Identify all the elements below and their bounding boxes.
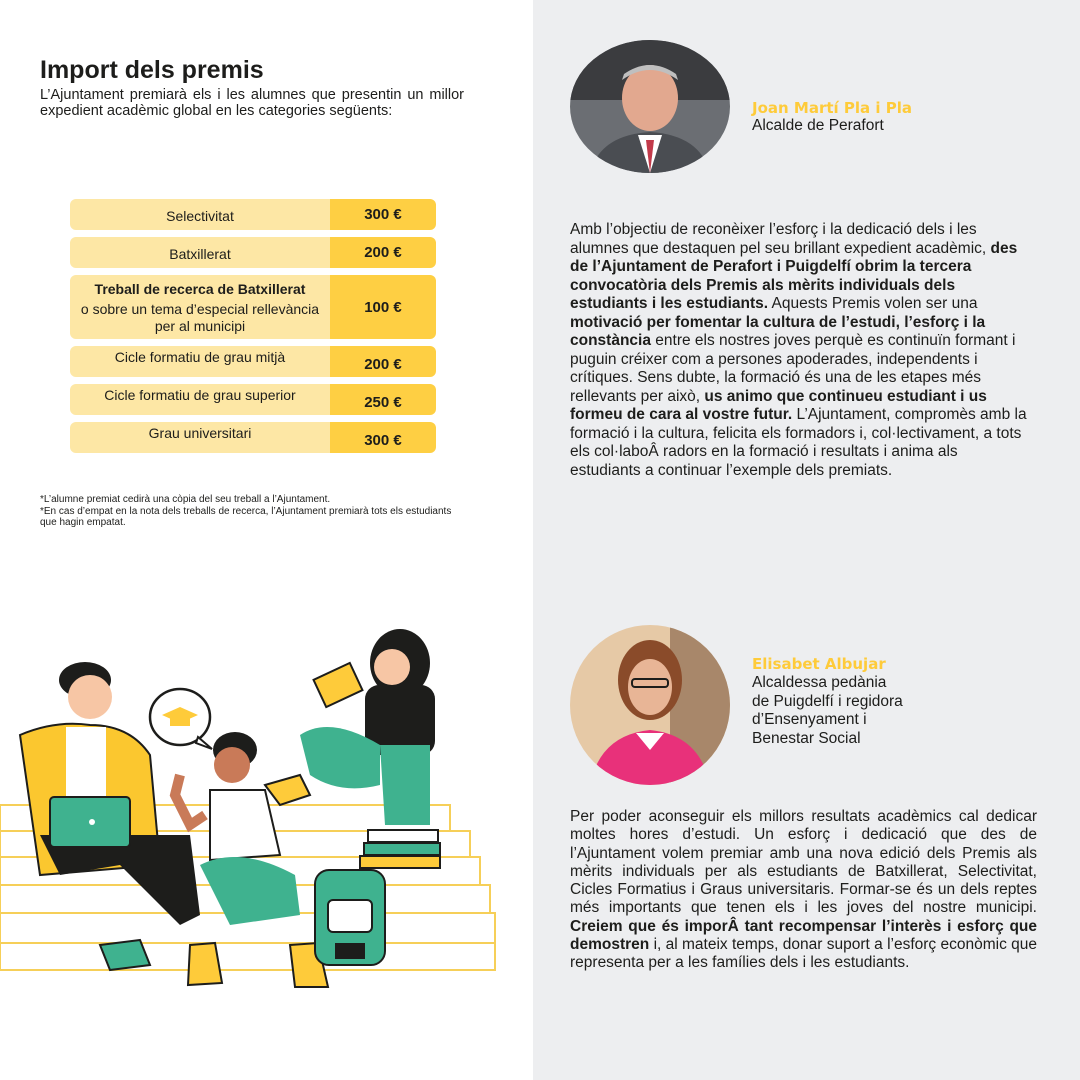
person1-role: Alcalde de Perafort: [752, 117, 884, 134]
portrait-illustration: [570, 625, 730, 785]
text-run-bold: motivació per fomentar la cultura de l’estudi, l’esforç i la constància: [570, 313, 986, 349]
prize-row: [70, 422, 436, 453]
prize-amount: 200 €: [330, 237, 436, 268]
prize-category: Cicle formatiu de grau superior: [70, 384, 330, 415]
portrait-photo-elisabet: [570, 625, 730, 785]
prize-amount: 200 €: [330, 346, 436, 377]
book-icon: [360, 830, 440, 868]
prize-row: [70, 237, 436, 268]
person2-text: [570, 808, 1037, 973]
prize-amount: 100 €: [330, 275, 436, 339]
text-run: entre els nostres joves perquè es continuïn formant i puguin créixer com a persones apoderades, independents i crítiques. Sens dubte, la formació és una de les etapes més rellevants per això,: [570, 332, 1016, 405]
person2-role: [752, 674, 903, 748]
prize-category-detail: o sobre un tema d’especial rellevància per al municipi: [80, 301, 320, 334]
prize-category: [70, 275, 330, 339]
footnotes: [40, 494, 470, 529]
text-run: Per poder aconseguir els millors resultats acadèmics cal dedicar moltes hores d’estudi. Un esforç i dedicació que des de l’Ajuntament volem premiar amb una nova edició dels Premis als mèrits individuals per als estudiants de Batxillerat, Selectivitat, Cicles Formatius i Graus universitaris. Formar-se és un dels reptes més importants que tenen els i les joves del nostre municipi.: [570, 808, 1037, 917]
prize-row: [70, 199, 436, 230]
prize-category-strong: Treball de recerca de Batxillerat: [94, 281, 306, 297]
role-line: d’Ensenyament i: [752, 711, 867, 728]
person1-text: [570, 221, 1032, 480]
prize-category: Batxillerat: [70, 237, 330, 268]
portrait-photo-joan: [570, 40, 730, 173]
text-run-bold: Creiem que és imporÂ tant recompensar l’interès i esforç que demostren: [570, 917, 1037, 954]
text-run: L’Ajuntament, compromès amb la formació i la cultura, felicita els formadors i, col·lectivament, a tots els col·laboÂ radors en la formació i resultats i anima als estudiants a continuar l’exemple dels premiats.: [570, 406, 1027, 479]
text-run: i, al mateix temps, donar suport a l’esforç econòmic que representa per a les famílies dels i les estudiants.: [570, 936, 1037, 972]
role-line: Benestar Social: [752, 729, 861, 747]
prize-table: [70, 199, 436, 460]
prize-row: [70, 275, 436, 339]
footnote: *L’alumne premiat cedirà una còpia del seu treball a l’Ajuntament.: [40, 494, 331, 505]
prize-category: Selectivitat: [70, 199, 330, 230]
intro-text: L’Ajuntament premiarà els i les alumnes que presentin un millor expedient acadèmic global en les categories següents:: [40, 87, 464, 119]
text-run-bold: us animo que continueu estudiant i us formeu de cara al vostre futur.: [570, 387, 987, 423]
prize-row: [70, 346, 436, 377]
person1-name: Joan Martí Pla i Pla: [752, 99, 912, 117]
prize-amount: 250 €: [330, 384, 436, 415]
text-run-bold: des de l’Ajuntament de Perafort i Puigdelfí obrim la tercera convocatòria dels Premis als mèrits individuals dels estudiants i les estudiants.: [570, 239, 1018, 312]
prize-row: [70, 384, 436, 415]
person2-name: Elisabet Albujar: [752, 655, 886, 673]
prize-category: Grau universitari: [70, 422, 330, 453]
footnote: *En cas d’empat en la nota dels treballs de recerca, l’Ajuntament premiarà tots els estudiants que hagin empatat.: [40, 505, 452, 528]
backpack-icon: [315, 870, 385, 965]
graduation-cap-icon: [150, 689, 212, 749]
role-line: Alcaldessa pedània: [752, 674, 887, 691]
woman-reading: [265, 629, 435, 825]
prize-amount: 300 €: [330, 422, 436, 453]
left-panel: [0, 0, 533, 1080]
prize-category: Cicle formatiu de grau mitjà: [70, 346, 330, 377]
text-run: Aquests Premis volen ser una: [768, 295, 978, 312]
page-title: Import dels premis: [40, 56, 264, 84]
students-illustration: [0, 625, 500, 995]
role-line: de Puigdelfí i regidora: [752, 692, 903, 710]
prize-amount: 300 €: [330, 199, 436, 230]
portrait-illustration: [570, 40, 730, 173]
text-run: Amb l’objectiu de reconèixer l’esforç i la dedicació dels i les alumnes que destaquen pel seu brillant expedient acadèmic,: [570, 221, 991, 257]
